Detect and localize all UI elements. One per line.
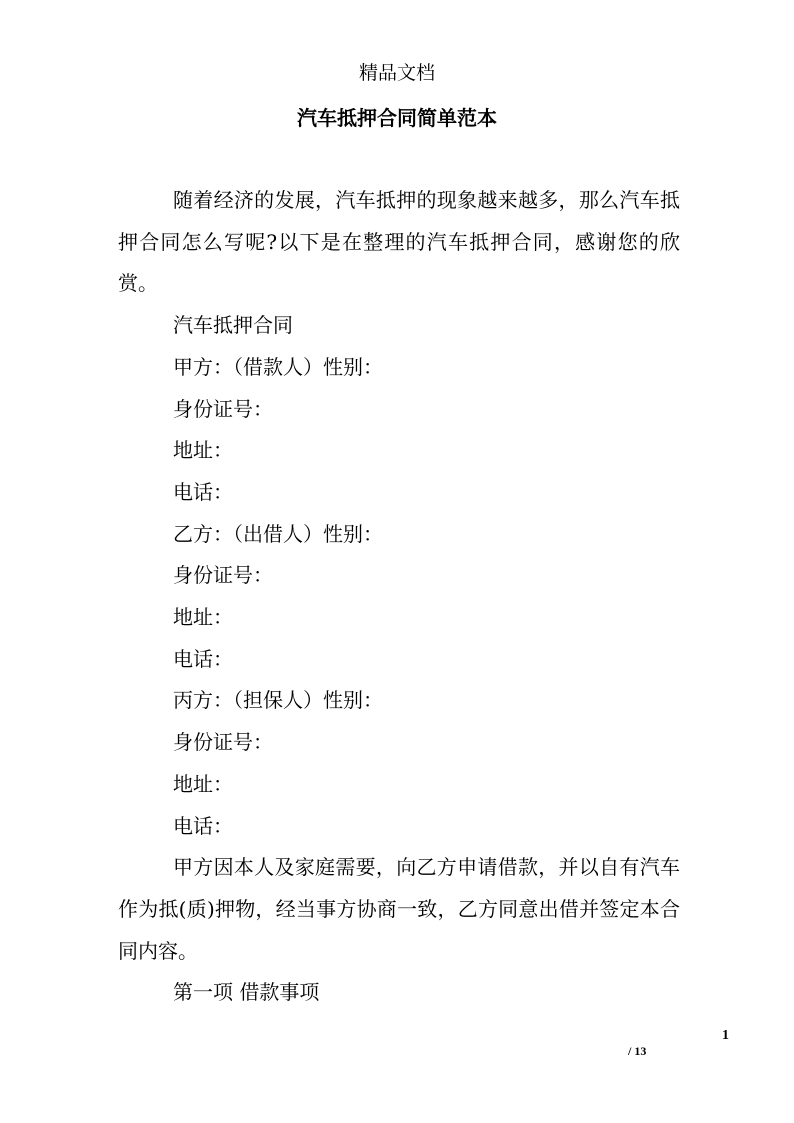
section-one-heading: 第一项 借款事项 [173, 980, 320, 1005]
party-a-line: 甲方：（借款人）性别： [173, 354, 383, 379]
page-header: 精品文档 [358, 62, 435, 84]
party-b-line: 乙方：（出借人）性别： [173, 521, 383, 546]
party-b-address-line: 地址： [173, 605, 233, 630]
agreement-paragraph: 甲方因本人及家庭需要，向乙方申请借款，并以自有汽车作为抵(质)押物，经当事方协商一致，乙方同意出借并签定本合同内容。 [118, 855, 680, 963]
party-a-phone-line: 电话： [173, 479, 233, 504]
document-title: 汽车抵押合同简单范本 [297, 106, 497, 130]
party-b-id-line: 身份证号： [173, 563, 273, 588]
page-total: / 13 [628, 1044, 647, 1058]
page-number: 1 [722, 1028, 729, 1043]
party-a-address-line: 地址： [173, 438, 233, 463]
party-b-phone-line: 电话： [173, 646, 233, 671]
party-c-id-line: 身份证号： [173, 730, 273, 755]
party-c-address-line: 地址： [173, 771, 233, 796]
document-body [118, 180, 680, 1014]
party-a-id-line: 身份证号： [173, 396, 273, 421]
party-c-line: 丙方：（担保人）性别： [173, 688, 383, 713]
contract-heading: 汽车抵押合同 [173, 313, 293, 338]
intro-paragraph: 随着经济的发展，汽车抵押的现象越来越多，那么汽车抵押合同怎么写呢?以下是在整理的汽车抵押合同，感谢您的欣赏。 [118, 188, 680, 296]
party-c-phone-line: 电话： [173, 813, 233, 838]
